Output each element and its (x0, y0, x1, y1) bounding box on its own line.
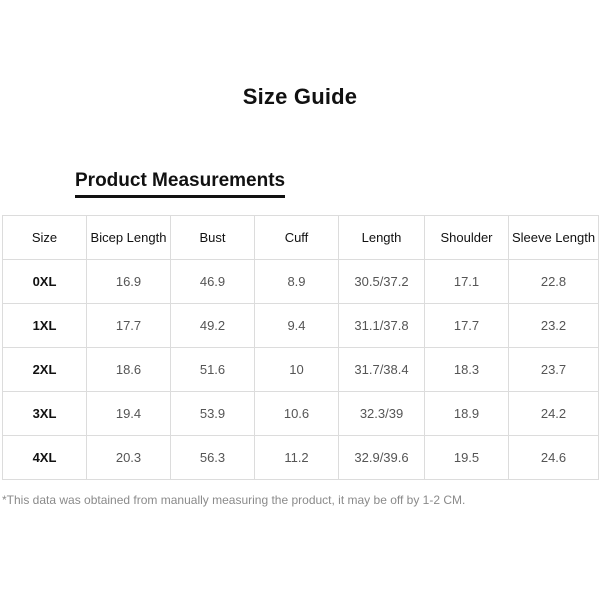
bust-cell: 56.3 (171, 436, 255, 480)
table-row (3, 348, 599, 392)
cuff-cell: 8.9 (255, 260, 339, 304)
length-cell: 32.3/39 (339, 392, 425, 436)
measurement-disclaimer: *This data was obtained from manually measuring the product, it may be off by 1-2 CM. (2, 493, 466, 507)
size-table (2, 215, 599, 480)
size-cell: 4XL (3, 436, 87, 480)
sleeve-length-cell: 24.6 (509, 436, 599, 480)
cuff-cell: 10.6 (255, 392, 339, 436)
cuff-cell: 10 (255, 348, 339, 392)
page-title: Size Guide (242, 84, 358, 109)
header-sleeve-length: Sleeve Length (509, 216, 599, 260)
header-bust: Bust (171, 216, 255, 260)
bicep-length-cell: 16.9 (87, 260, 171, 304)
sleeve-length-cell: 23.2 (509, 304, 599, 348)
cuff-cell: 9.4 (255, 304, 339, 348)
shoulder-cell: 18.3 (425, 348, 509, 392)
bicep-length-cell: 17.7 (87, 304, 171, 348)
shoulder-cell: 18.9 (425, 392, 509, 436)
length-cell: 32.9/39.6 (339, 436, 425, 480)
size-cell: 3XL (3, 392, 87, 436)
header-cuff: Cuff (255, 216, 339, 260)
table-row (3, 260, 599, 304)
size-cell: 2XL (3, 348, 87, 392)
bust-cell: 51.6 (171, 348, 255, 392)
bicep-length-cell: 20.3 (87, 436, 171, 480)
shoulder-cell: 17.7 (425, 304, 509, 348)
header-bicep-length: Bicep Length (87, 216, 171, 260)
table-row (3, 436, 599, 480)
bust-cell: 46.9 (171, 260, 255, 304)
bust-cell: 49.2 (171, 304, 255, 348)
bicep-length-cell: 19.4 (87, 392, 171, 436)
length-cell: 31.7/38.4 (339, 348, 425, 392)
header-size: Size (3, 216, 87, 260)
header-shoulder: Shoulder (425, 216, 509, 260)
sleeve-length-cell: 22.8 (509, 260, 599, 304)
sleeve-length-cell: 24.2 (509, 392, 599, 436)
size-cell: 0XL (3, 260, 87, 304)
shoulder-cell: 19.5 (425, 436, 509, 480)
length-cell: 30.5/37.2 (339, 260, 425, 304)
shoulder-cell: 17.1 (425, 260, 509, 304)
size-cell: 1XL (3, 304, 87, 348)
length-cell: 31.1/37.8 (339, 304, 425, 348)
sleeve-length-cell: 23.7 (509, 348, 599, 392)
bust-cell: 53.9 (171, 392, 255, 436)
table-row (3, 392, 599, 436)
section-title: Product Measurements (75, 170, 285, 198)
table-row (3, 304, 599, 348)
bicep-length-cell: 18.6 (87, 348, 171, 392)
header-length: Length (339, 216, 425, 260)
header-row (3, 216, 599, 260)
cuff-cell: 11.2 (255, 436, 339, 480)
